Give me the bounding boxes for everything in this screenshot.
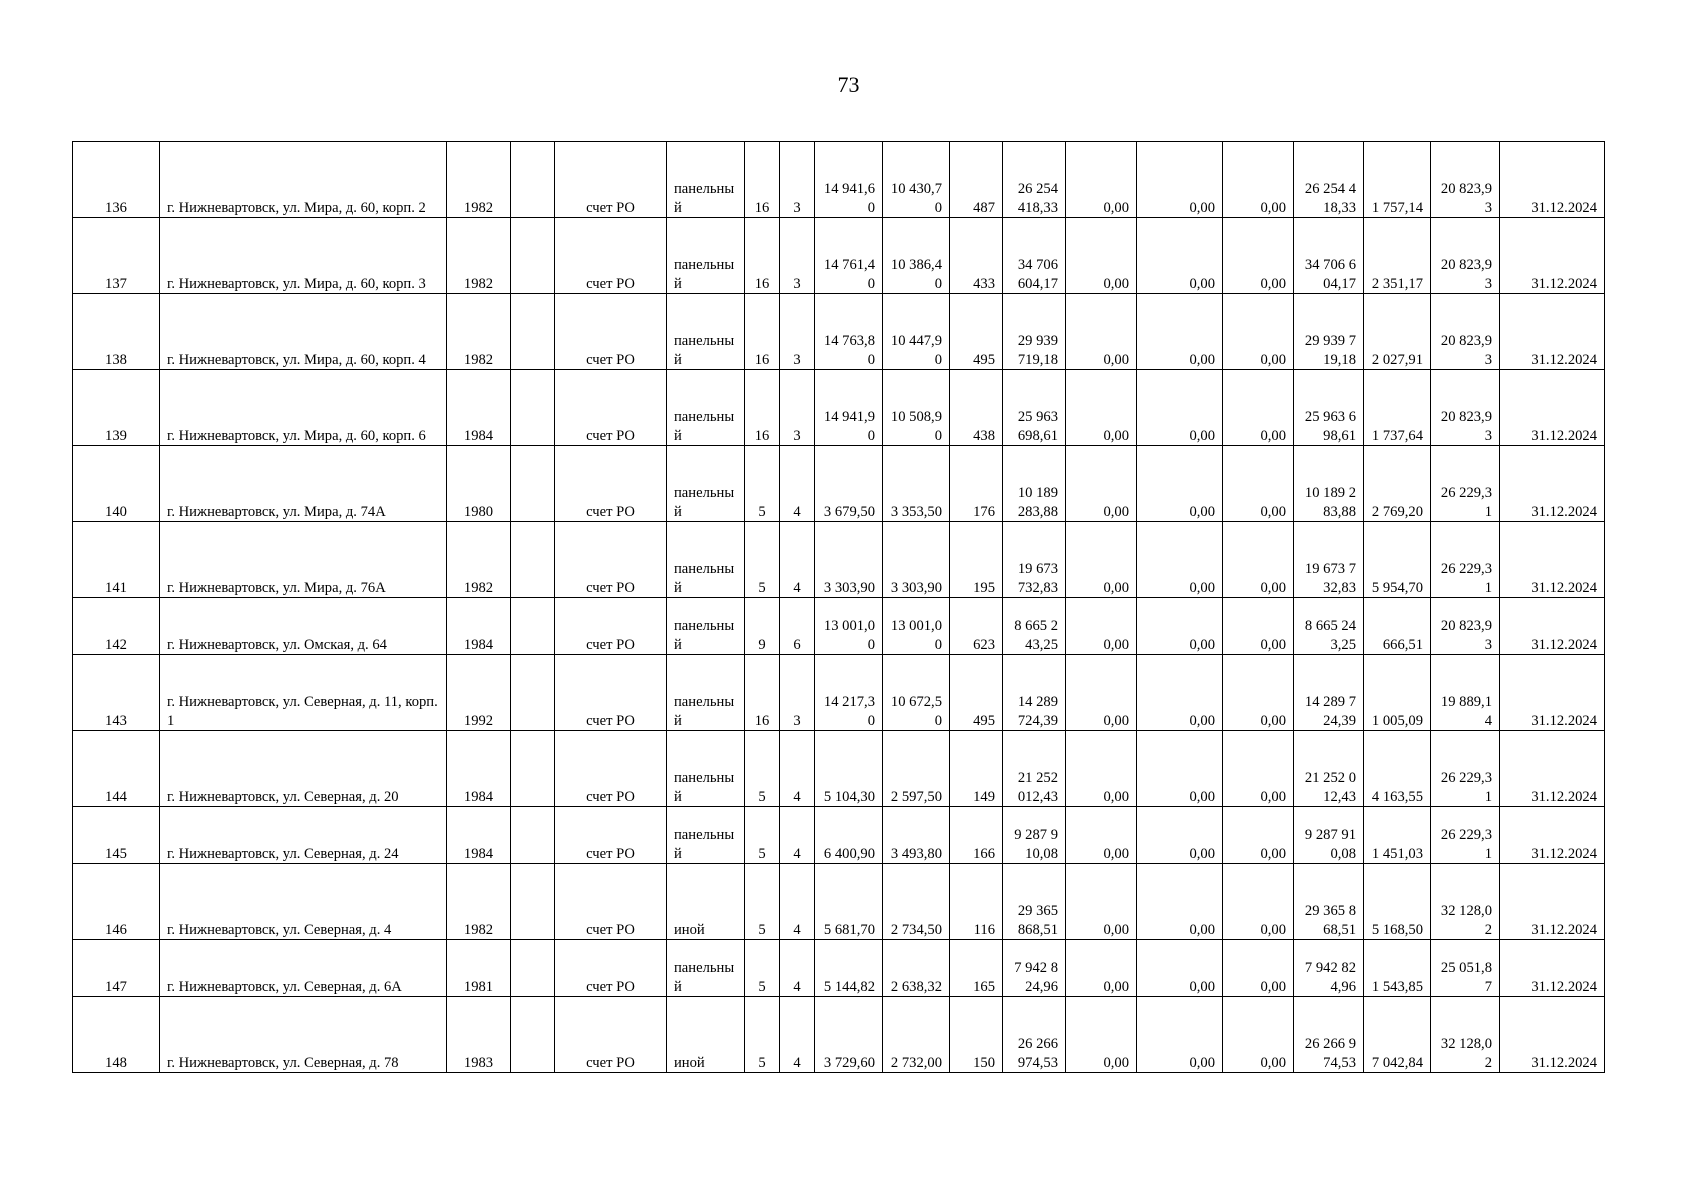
deadline-cell: 31.12.2024 <box>1500 142 1605 218</box>
row-number: 141 <box>73 522 160 598</box>
row-number: 146 <box>73 864 160 940</box>
address-cell: г. Нижневартовск, ул. Северная, д. 24 <box>160 807 447 864</box>
funding-cell: 0,00 <box>1066 655 1137 731</box>
entrances-cell: 3 <box>780 370 815 446</box>
wall-material-cell: иной <box>667 997 745 1073</box>
floors-cell: 5 <box>745 731 780 807</box>
housing-registry-table <box>72 141 1605 1073</box>
cost-per-sqm-cell: 1 005,09 <box>1364 655 1431 731</box>
wall-material-cell: панельный <box>667 807 745 864</box>
empty-cell <box>511 655 555 731</box>
floors-cell: 5 <box>745 446 780 522</box>
funding-cell: 0,00 <box>1066 864 1137 940</box>
table-row <box>73 655 1605 731</box>
fund-cell: счет РО <box>555 598 667 655</box>
funding-cell: 0,00 <box>1137 598 1223 655</box>
empty-cell <box>511 598 555 655</box>
floors-cell: 16 <box>745 370 780 446</box>
empty-cell <box>511 940 555 997</box>
entrances-cell: 6 <box>780 598 815 655</box>
floors-cell: 5 <box>745 997 780 1073</box>
cost-cell: 7 942 824,96 <box>1003 940 1066 997</box>
cost-cell: 19 673 732,83 <box>1003 522 1066 598</box>
row-number: 145 <box>73 807 160 864</box>
table-row <box>73 864 1605 940</box>
entrances-cell: 4 <box>780 807 815 864</box>
wall-material-cell: панельный <box>667 370 745 446</box>
cost-per-sqm-cell: 4 163,55 <box>1364 731 1431 807</box>
living-area-cell: 10 386,40 <box>883 218 950 294</box>
entrances-cell: 4 <box>780 864 815 940</box>
total-cost-cell: 34 706 604,17 <box>1294 218 1364 294</box>
address-cell: г. Нижневартовск, ул. Мира, д. 60, корп. 3 <box>160 218 447 294</box>
limit-cost-cell: 26 229,31 <box>1431 731 1500 807</box>
floors-cell: 16 <box>745 655 780 731</box>
year-cell: 1982 <box>447 218 511 294</box>
residents-cell: 433 <box>950 218 1003 294</box>
empty-cell <box>511 142 555 218</box>
entrances-cell: 4 <box>780 522 815 598</box>
residents-cell: 487 <box>950 142 1003 218</box>
funding-cell: 0,00 <box>1066 446 1137 522</box>
funding-cell: 0,00 <box>1066 731 1137 807</box>
deadline-cell: 31.12.2024 <box>1500 598 1605 655</box>
year-cell: 1982 <box>447 294 511 370</box>
limit-cost-cell: 19 889,14 <box>1431 655 1500 731</box>
floors-cell: 5 <box>745 940 780 997</box>
table-row <box>73 142 1605 218</box>
address-cell: г. Нижневартовск, ул. Мира, д. 74А <box>160 446 447 522</box>
total-area-cell: 5 681,70 <box>815 864 883 940</box>
funding-cell: 0,00 <box>1223 598 1294 655</box>
entrances-cell: 3 <box>780 218 815 294</box>
row-number: 139 <box>73 370 160 446</box>
row-number: 137 <box>73 218 160 294</box>
deadline-cell: 31.12.2024 <box>1500 522 1605 598</box>
empty-cell <box>511 218 555 294</box>
fund-cell: счет РО <box>555 142 667 218</box>
deadline-cell: 31.12.2024 <box>1500 218 1605 294</box>
row-number: 136 <box>73 142 160 218</box>
limit-cost-cell: 26 229,31 <box>1431 807 1500 864</box>
floors-cell: 5 <box>745 807 780 864</box>
deadline-cell: 31.12.2024 <box>1500 731 1605 807</box>
residents-cell: 166 <box>950 807 1003 864</box>
empty-cell <box>511 997 555 1073</box>
row-number: 148 <box>73 997 160 1073</box>
funding-cell: 0,00 <box>1137 940 1223 997</box>
year-cell: 1984 <box>447 731 511 807</box>
floors-cell: 16 <box>745 142 780 218</box>
limit-cost-cell: 20 823,93 <box>1431 370 1500 446</box>
residents-cell: 150 <box>950 997 1003 1073</box>
floors-cell: 9 <box>745 598 780 655</box>
fund-cell: счет РО <box>555 864 667 940</box>
funding-cell: 0,00 <box>1223 522 1294 598</box>
deadline-cell: 31.12.2024 <box>1500 940 1605 997</box>
funding-cell: 0,00 <box>1137 218 1223 294</box>
year-cell: 1981 <box>447 940 511 997</box>
entrances-cell: 3 <box>780 142 815 218</box>
total-area-cell: 6 400,90 <box>815 807 883 864</box>
fund-cell: счет РО <box>555 731 667 807</box>
cost-cell: 21 252 012,43 <box>1003 731 1066 807</box>
cost-cell: 9 287 910,08 <box>1003 807 1066 864</box>
living-area-cell: 10 447,90 <box>883 294 950 370</box>
funding-cell: 0,00 <box>1066 598 1137 655</box>
wall-material-cell: панельный <box>667 446 745 522</box>
funding-cell: 0,00 <box>1066 370 1137 446</box>
limit-cost-cell: 20 823,93 <box>1431 294 1500 370</box>
fund-cell: счет РО <box>555 218 667 294</box>
floors-cell: 16 <box>745 218 780 294</box>
deadline-cell: 31.12.2024 <box>1500 446 1605 522</box>
total-cost-cell: 7 942 824,96 <box>1294 940 1364 997</box>
total-area-cell: 3 303,90 <box>815 522 883 598</box>
wall-material-cell: панельный <box>667 655 745 731</box>
total-area-cell: 13 001,00 <box>815 598 883 655</box>
fund-cell: счет РО <box>555 940 667 997</box>
funding-cell: 0,00 <box>1066 997 1137 1073</box>
total-cost-cell: 10 189 283,88 <box>1294 446 1364 522</box>
fund-cell: счет РО <box>555 522 667 598</box>
funding-cell: 0,00 <box>1223 294 1294 370</box>
cost-per-sqm-cell: 5 168,50 <box>1364 864 1431 940</box>
empty-cell <box>511 864 555 940</box>
row-number: 147 <box>73 940 160 997</box>
residents-cell: 176 <box>950 446 1003 522</box>
funding-cell: 0,00 <box>1137 731 1223 807</box>
residents-cell: 165 <box>950 940 1003 997</box>
funding-cell: 0,00 <box>1066 218 1137 294</box>
page-number: 73 <box>837 72 860 97</box>
total-area-cell: 14 941,60 <box>815 142 883 218</box>
row-number: 140 <box>73 446 160 522</box>
limit-cost-cell: 26 229,31 <box>1431 446 1500 522</box>
entrances-cell: 4 <box>780 940 815 997</box>
funding-cell: 0,00 <box>1137 142 1223 218</box>
total-area-cell: 5 104,30 <box>815 731 883 807</box>
cost-cell: 34 706 604,17 <box>1003 218 1066 294</box>
fund-cell: счет РО <box>555 997 667 1073</box>
cost-per-sqm-cell: 1 451,03 <box>1364 807 1431 864</box>
living-area-cell: 3 303,90 <box>883 522 950 598</box>
table-row <box>73 731 1605 807</box>
total-cost-cell: 8 665 243,25 <box>1294 598 1364 655</box>
funding-cell: 0,00 <box>1066 522 1137 598</box>
deadline-cell: 31.12.2024 <box>1500 294 1605 370</box>
floors-cell: 16 <box>745 294 780 370</box>
living-area-cell: 2 734,50 <box>883 864 950 940</box>
total-area-cell: 3 679,50 <box>815 446 883 522</box>
row-number: 144 <box>73 731 160 807</box>
entrances-cell: 4 <box>780 731 815 807</box>
limit-cost-cell: 20 823,93 <box>1431 218 1500 294</box>
table-row <box>73 218 1605 294</box>
address-cell: г. Нижневартовск, ул. Мира, д. 60, корп. 6 <box>160 370 447 446</box>
total-cost-cell: 26 266 974,53 <box>1294 997 1364 1073</box>
wall-material-cell: панельный <box>667 731 745 807</box>
year-cell: 1983 <box>447 997 511 1073</box>
living-area-cell: 10 430,70 <box>883 142 950 218</box>
fund-cell: счет РО <box>555 370 667 446</box>
empty-cell <box>511 446 555 522</box>
deadline-cell: 31.12.2024 <box>1500 997 1605 1073</box>
total-area-cell: 5 144,82 <box>815 940 883 997</box>
total-cost-cell: 25 963 698,61 <box>1294 370 1364 446</box>
fund-cell: счет РО <box>555 807 667 864</box>
total-cost-cell: 21 252 012,43 <box>1294 731 1364 807</box>
address-cell: г. Нижневартовск, ул. Северная, д. 4 <box>160 864 447 940</box>
year-cell: 1992 <box>447 655 511 731</box>
funding-cell: 0,00 <box>1137 864 1223 940</box>
funding-cell: 0,00 <box>1223 940 1294 997</box>
funding-cell: 0,00 <box>1223 370 1294 446</box>
registry-body <box>73 142 1605 1073</box>
table-row <box>73 446 1605 522</box>
entrances-cell: 3 <box>780 294 815 370</box>
residents-cell: 495 <box>950 294 1003 370</box>
limit-cost-cell: 26 229,31 <box>1431 522 1500 598</box>
table-row <box>73 940 1605 997</box>
total-cost-cell: 26 254 418,33 <box>1294 142 1364 218</box>
empty-cell <box>511 807 555 864</box>
funding-cell: 0,00 <box>1066 142 1137 218</box>
residents-cell: 116 <box>950 864 1003 940</box>
residents-cell: 195 <box>950 522 1003 598</box>
funding-cell: 0,00 <box>1137 446 1223 522</box>
deadline-cell: 31.12.2024 <box>1500 807 1605 864</box>
entrances-cell: 4 <box>780 997 815 1073</box>
total-cost-cell: 14 289 724,39 <box>1294 655 1364 731</box>
address-cell: г. Нижневартовск, ул. Мира, д. 60, корп. 2 <box>160 142 447 218</box>
total-area-cell: 14 763,80 <box>815 294 883 370</box>
deadline-cell: 31.12.2024 <box>1500 864 1605 940</box>
wall-material-cell: панельный <box>667 598 745 655</box>
funding-cell: 0,00 <box>1223 218 1294 294</box>
table-row <box>73 997 1605 1073</box>
limit-cost-cell: 32 128,02 <box>1431 864 1500 940</box>
entrances-cell: 3 <box>780 655 815 731</box>
address-cell: г. Нижневартовск, ул. Мира, д. 76А <box>160 522 447 598</box>
total-area-cell: 3 729,60 <box>815 997 883 1073</box>
living-area-cell: 2 638,32 <box>883 940 950 997</box>
total-cost-cell: 19 673 732,83 <box>1294 522 1364 598</box>
funding-cell: 0,00 <box>1223 655 1294 731</box>
cost-per-sqm-cell: 7 042,84 <box>1364 997 1431 1073</box>
cost-per-sqm-cell: 666,51 <box>1364 598 1431 655</box>
year-cell: 1984 <box>447 598 511 655</box>
row-number: 142 <box>73 598 160 655</box>
floors-cell: 5 <box>745 522 780 598</box>
cost-cell: 25 963 698,61 <box>1003 370 1066 446</box>
living-area-cell: 2 732,00 <box>883 997 950 1073</box>
cost-cell: 10 189 283,88 <box>1003 446 1066 522</box>
cost-per-sqm-cell: 1 737,64 <box>1364 370 1431 446</box>
cost-cell: 14 289 724,39 <box>1003 655 1066 731</box>
cost-cell: 29 365 868,51 <box>1003 864 1066 940</box>
funding-cell: 0,00 <box>1223 446 1294 522</box>
funding-cell: 0,00 <box>1137 370 1223 446</box>
address-cell: г. Нижневартовск, ул. Мира, д. 60, корп. 4 <box>160 294 447 370</box>
cost-per-sqm-cell: 2 769,20 <box>1364 446 1431 522</box>
total-cost-cell: 9 287 910,08 <box>1294 807 1364 864</box>
cost-cell: 26 266 974,53 <box>1003 997 1066 1073</box>
address-cell: г. Нижневартовск, ул. Северная, д. 78 <box>160 997 447 1073</box>
year-cell: 1984 <box>447 370 511 446</box>
empty-cell <box>511 294 555 370</box>
wall-material-cell: панельный <box>667 522 745 598</box>
fund-cell: счет РО <box>555 446 667 522</box>
wall-material-cell: панельный <box>667 142 745 218</box>
residents-cell: 438 <box>950 370 1003 446</box>
funding-cell: 0,00 <box>1137 294 1223 370</box>
cost-per-sqm-cell: 1 757,14 <box>1364 142 1431 218</box>
wall-material-cell: панельный <box>667 940 745 997</box>
table-row <box>73 370 1605 446</box>
wall-material-cell: иной <box>667 864 745 940</box>
cost-per-sqm-cell: 2 351,17 <box>1364 218 1431 294</box>
limit-cost-cell: 20 823,93 <box>1431 142 1500 218</box>
cost-per-sqm-cell: 2 027,91 <box>1364 294 1431 370</box>
limit-cost-cell: 25 051,87 <box>1431 940 1500 997</box>
limit-cost-cell: 32 128,02 <box>1431 997 1500 1073</box>
wall-material-cell: панельный <box>667 294 745 370</box>
living-area-cell: 10 508,90 <box>883 370 950 446</box>
total-area-cell: 14 761,40 <box>815 218 883 294</box>
empty-cell <box>511 522 555 598</box>
funding-cell: 0,00 <box>1223 731 1294 807</box>
total-cost-cell: 29 365 868,51 <box>1294 864 1364 940</box>
funding-cell: 0,00 <box>1223 997 1294 1073</box>
living-area-cell: 10 672,50 <box>883 655 950 731</box>
table-row <box>73 294 1605 370</box>
address-cell: г. Нижневартовск, ул. Северная, д. 20 <box>160 731 447 807</box>
empty-cell <box>511 370 555 446</box>
funding-cell: 0,00 <box>1066 294 1137 370</box>
funding-cell: 0,00 <box>1223 142 1294 218</box>
address-cell: г. Нижневартовск, ул. Северная, д. 11, корп. 1 <box>160 655 447 731</box>
funding-cell: 0,00 <box>1066 807 1137 864</box>
year-cell: 1982 <box>447 864 511 940</box>
empty-cell <box>511 731 555 807</box>
wall-material-cell: панельный <box>667 218 745 294</box>
year-cell: 1982 <box>447 522 511 598</box>
living-area-cell: 13 001,00 <box>883 598 950 655</box>
table-row <box>73 807 1605 864</box>
entrances-cell: 4 <box>780 446 815 522</box>
limit-cost-cell: 20 823,93 <box>1431 598 1500 655</box>
living-area-cell: 3 353,50 <box>883 446 950 522</box>
table-row <box>73 522 1605 598</box>
funding-cell: 0,00 <box>1223 807 1294 864</box>
row-number: 138 <box>73 294 160 370</box>
address-cell: г. Нижневартовск, ул. Северная, д. 6А <box>160 940 447 997</box>
total-area-cell: 14 941,90 <box>815 370 883 446</box>
address-cell: г. Нижневартовск, ул. Омская, д. 64 <box>160 598 447 655</box>
year-cell: 1984 <box>447 807 511 864</box>
funding-cell: 0,00 <box>1223 864 1294 940</box>
deadline-cell: 31.12.2024 <box>1500 370 1605 446</box>
fund-cell: счет РО <box>555 294 667 370</box>
table-row <box>73 598 1605 655</box>
year-cell: 1980 <box>447 446 511 522</box>
residents-cell: 495 <box>950 655 1003 731</box>
cost-cell: 8 665 243,25 <box>1003 598 1066 655</box>
living-area-cell: 3 493,80 <box>883 807 950 864</box>
fund-cell: счет РО <box>555 655 667 731</box>
funding-cell: 0,00 <box>1066 940 1137 997</box>
row-number: 143 <box>73 655 160 731</box>
living-area-cell: 2 597,50 <box>883 731 950 807</box>
cost-per-sqm-cell: 5 954,70 <box>1364 522 1431 598</box>
funding-cell: 0,00 <box>1137 807 1223 864</box>
floors-cell: 5 <box>745 864 780 940</box>
funding-cell: 0,00 <box>1137 997 1223 1073</box>
funding-cell: 0,00 <box>1137 655 1223 731</box>
cost-cell: 26 254 418,33 <box>1003 142 1066 218</box>
year-cell: 1982 <box>447 142 511 218</box>
residents-cell: 149 <box>950 731 1003 807</box>
residents-cell: 623 <box>950 598 1003 655</box>
total-cost-cell: 29 939 719,18 <box>1294 294 1364 370</box>
funding-cell: 0,00 <box>1137 522 1223 598</box>
cost-cell: 29 939 719,18 <box>1003 294 1066 370</box>
cost-per-sqm-cell: 1 543,85 <box>1364 940 1431 997</box>
deadline-cell: 31.12.2024 <box>1500 655 1605 731</box>
total-area-cell: 14 217,30 <box>815 655 883 731</box>
